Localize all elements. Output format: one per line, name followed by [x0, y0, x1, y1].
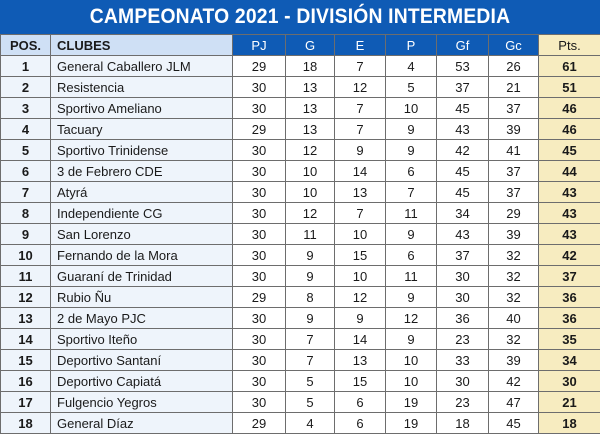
goals-for-cell: 37 [437, 77, 489, 98]
drawn-cell: 7 [335, 98, 386, 119]
position-cell: 17 [1, 392, 51, 413]
lost-cell: 10 [386, 98, 437, 119]
position-cell: 13 [1, 308, 51, 329]
won-cell: 5 [286, 371, 335, 392]
points-cell: 42 [539, 245, 600, 266]
points-cell: 43 [539, 182, 600, 203]
played-cell: 30 [233, 98, 286, 119]
played-cell: 29 [233, 413, 286, 434]
lost-cell: 4 [386, 56, 437, 77]
position-cell: 11 [1, 266, 51, 287]
table-row [1, 77, 600, 98]
drawn-cell: 6 [335, 413, 386, 434]
header-p: P [386, 35, 437, 56]
drawn-cell: 6 [335, 392, 386, 413]
position-cell: 10 [1, 245, 51, 266]
won-cell: 10 [286, 182, 335, 203]
table-row [1, 308, 600, 329]
won-cell: 5 [286, 392, 335, 413]
club-name-cell: Deportivo Capiatá [51, 371, 233, 392]
table-row [1, 224, 600, 245]
played-cell: 30 [233, 350, 286, 371]
club-name-cell: Sportivo Trinidense [51, 140, 233, 161]
drawn-cell: 15 [335, 245, 386, 266]
table-row [1, 245, 600, 266]
drawn-cell: 12 [335, 77, 386, 98]
won-cell: 11 [286, 224, 335, 245]
goals-for-cell: 23 [437, 329, 489, 350]
points-cell: 51 [539, 77, 600, 98]
table-row [1, 413, 600, 434]
table-row [1, 371, 600, 392]
points-cell: 21 [539, 392, 600, 413]
goals-for-cell: 43 [437, 224, 489, 245]
club-name-cell: Rubio Ñu [51, 287, 233, 308]
lost-cell: 12 [386, 308, 437, 329]
played-cell: 30 [233, 182, 286, 203]
lost-cell: 6 [386, 161, 437, 182]
goals-against-cell: 32 [489, 287, 539, 308]
goals-for-cell: 36 [437, 308, 489, 329]
header-pts: Pts. [539, 35, 600, 56]
goals-for-cell: 34 [437, 203, 489, 224]
goals-for-cell: 43 [437, 119, 489, 140]
table-row [1, 161, 600, 182]
goals-for-cell: 18 [437, 413, 489, 434]
header-clubes: CLUBES [51, 35, 233, 56]
goals-against-cell: 32 [489, 329, 539, 350]
lost-cell: 19 [386, 413, 437, 434]
played-cell: 30 [233, 224, 286, 245]
played-cell: 29 [233, 56, 286, 77]
played-cell: 30 [233, 203, 286, 224]
played-cell: 30 [233, 371, 286, 392]
won-cell: 7 [286, 350, 335, 371]
lost-cell: 10 [386, 371, 437, 392]
played-cell: 29 [233, 287, 286, 308]
points-cell: 18 [539, 413, 600, 434]
table-row [1, 56, 600, 77]
table-row [1, 98, 600, 119]
goals-against-cell: 39 [489, 119, 539, 140]
lost-cell: 9 [386, 119, 437, 140]
goals-for-cell: 30 [437, 371, 489, 392]
played-cell: 30 [233, 329, 286, 350]
goals-against-cell: 40 [489, 308, 539, 329]
table-row [1, 350, 600, 371]
drawn-cell: 14 [335, 161, 386, 182]
drawn-cell: 13 [335, 350, 386, 371]
club-name-cell: Guaraní de Trinidad [51, 266, 233, 287]
position-cell: 8 [1, 203, 51, 224]
drawn-cell: 14 [335, 329, 386, 350]
won-cell: 10 [286, 161, 335, 182]
table-row [1, 182, 600, 203]
won-cell: 7 [286, 329, 335, 350]
goals-against-cell: 26 [489, 56, 539, 77]
header-gf: Gf [437, 35, 489, 56]
won-cell: 9 [286, 245, 335, 266]
points-cell: 30 [539, 371, 600, 392]
won-cell: 18 [286, 56, 335, 77]
club-name-cell: San Lorenzo [51, 224, 233, 245]
club-name-cell: 2 de Mayo PJC [51, 308, 233, 329]
club-name-cell: Sportivo Ameliano [51, 98, 233, 119]
drawn-cell: 9 [335, 140, 386, 161]
won-cell: 13 [286, 77, 335, 98]
goals-against-cell: 37 [489, 98, 539, 119]
played-cell: 30 [233, 266, 286, 287]
played-cell: 29 [233, 119, 286, 140]
position-cell: 1 [1, 56, 51, 77]
table-row [1, 140, 600, 161]
position-cell: 12 [1, 287, 51, 308]
club-name-cell: Deportivo Santaní [51, 350, 233, 371]
goals-against-cell: 37 [489, 161, 539, 182]
club-name-cell: Tacuary [51, 119, 233, 140]
points-cell: 46 [539, 119, 600, 140]
position-cell: 15 [1, 350, 51, 371]
goals-for-cell: 45 [437, 161, 489, 182]
lost-cell: 9 [386, 140, 437, 161]
points-cell: 44 [539, 161, 600, 182]
position-cell: 18 [1, 413, 51, 434]
standings-table [0, 34, 600, 434]
goals-against-cell: 32 [489, 245, 539, 266]
lost-cell: 7 [386, 182, 437, 203]
drawn-cell: 15 [335, 371, 386, 392]
position-cell: 5 [1, 140, 51, 161]
won-cell: 13 [286, 98, 335, 119]
goals-against-cell: 47 [489, 392, 539, 413]
club-name-cell: Independiente CG [51, 203, 233, 224]
drawn-cell: 13 [335, 182, 386, 203]
lost-cell: 11 [386, 266, 437, 287]
points-cell: 34 [539, 350, 600, 371]
goals-for-cell: 30 [437, 287, 489, 308]
goals-against-cell: 39 [489, 224, 539, 245]
points-cell: 46 [539, 98, 600, 119]
position-cell: 4 [1, 119, 51, 140]
club-name-cell: Sportivo Iteño [51, 329, 233, 350]
played-cell: 30 [233, 77, 286, 98]
table-row [1, 119, 600, 140]
points-cell: 36 [539, 287, 600, 308]
header-g: G [286, 35, 335, 56]
header-pos: POS. [1, 35, 51, 56]
points-cell: 36 [539, 308, 600, 329]
drawn-cell: 10 [335, 224, 386, 245]
played-cell: 30 [233, 245, 286, 266]
won-cell: 12 [286, 140, 335, 161]
club-name-cell: Fulgencio Yegros [51, 392, 233, 413]
goals-against-cell: 41 [489, 140, 539, 161]
won-cell: 4 [286, 413, 335, 434]
header-gc: Gc [489, 35, 539, 56]
lost-cell: 9 [386, 329, 437, 350]
lost-cell: 11 [386, 203, 437, 224]
goals-for-cell: 42 [437, 140, 489, 161]
points-cell: 35 [539, 329, 600, 350]
table-row [1, 329, 600, 350]
played-cell: 30 [233, 161, 286, 182]
lost-cell: 19 [386, 392, 437, 413]
club-name-cell: General Díaz [51, 413, 233, 434]
won-cell: 9 [286, 266, 335, 287]
goals-for-cell: 53 [437, 56, 489, 77]
table-row [1, 287, 600, 308]
goals-for-cell: 37 [437, 245, 489, 266]
lost-cell: 10 [386, 350, 437, 371]
goals-against-cell: 45 [489, 413, 539, 434]
points-cell: 43 [539, 224, 600, 245]
played-cell: 30 [233, 140, 286, 161]
won-cell: 8 [286, 287, 335, 308]
position-cell: 9 [1, 224, 51, 245]
lost-cell: 6 [386, 245, 437, 266]
table-row [1, 266, 600, 287]
club-name-cell: General Caballero JLM [51, 56, 233, 77]
goals-against-cell: 37 [489, 182, 539, 203]
drawn-cell: 9 [335, 308, 386, 329]
club-name-cell: Atyrá [51, 182, 233, 203]
table-row [1, 203, 600, 224]
drawn-cell: 7 [335, 203, 386, 224]
goals-against-cell: 39 [489, 350, 539, 371]
position-cell: 7 [1, 182, 51, 203]
table-row [1, 392, 600, 413]
position-cell: 6 [1, 161, 51, 182]
position-cell: 16 [1, 371, 51, 392]
goals-for-cell: 30 [437, 266, 489, 287]
drawn-cell: 7 [335, 56, 386, 77]
club-name-cell: Resistencia [51, 77, 233, 98]
header-e: E [335, 35, 386, 56]
goals-for-cell: 23 [437, 392, 489, 413]
drawn-cell: 12 [335, 287, 386, 308]
lost-cell: 9 [386, 224, 437, 245]
lost-cell: 5 [386, 77, 437, 98]
points-cell: 43 [539, 203, 600, 224]
won-cell: 12 [286, 203, 335, 224]
goals-for-cell: 45 [437, 182, 489, 203]
position-cell: 3 [1, 98, 51, 119]
goals-against-cell: 29 [489, 203, 539, 224]
won-cell: 9 [286, 308, 335, 329]
page-title: CAMPEONATO 2021 - DIVISIÓN INTERMEDIA [24, 0, 576, 34]
goals-against-cell: 21 [489, 77, 539, 98]
played-cell: 30 [233, 308, 286, 329]
goals-against-cell: 32 [489, 266, 539, 287]
won-cell: 13 [286, 119, 335, 140]
points-cell: 45 [539, 140, 600, 161]
points-cell: 37 [539, 266, 600, 287]
lost-cell: 9 [386, 287, 437, 308]
drawn-cell: 7 [335, 119, 386, 140]
position-cell: 2 [1, 77, 51, 98]
club-name-cell: 3 de Febrero CDE [51, 161, 233, 182]
goals-for-cell: 45 [437, 98, 489, 119]
goals-for-cell: 33 [437, 350, 489, 371]
club-name-cell: Fernando de la Mora [51, 245, 233, 266]
played-cell: 30 [233, 392, 286, 413]
header-pj: PJ [233, 35, 286, 56]
drawn-cell: 10 [335, 266, 386, 287]
position-cell: 14 [1, 329, 51, 350]
header-row [1, 35, 600, 56]
goals-against-cell: 42 [489, 371, 539, 392]
points-cell: 61 [539, 56, 600, 77]
